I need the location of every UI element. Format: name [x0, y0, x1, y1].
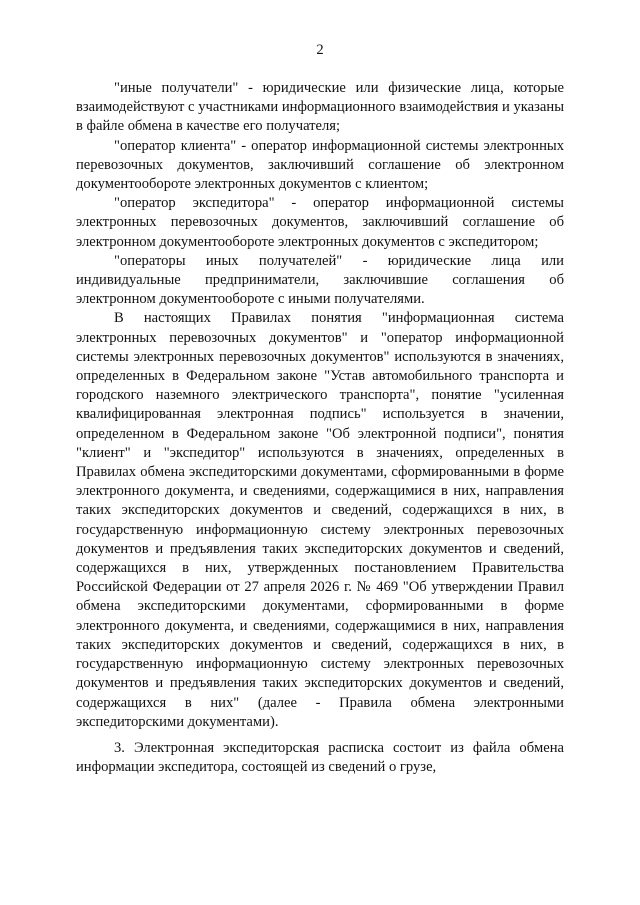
terms-usage-paragraph: В настоящих Правилах понятия "информационная система электронных перевозочных документов" и "оператор информационной системы электронных перевозочных документов" используются в значениях, определенных в Федеральном законе "Устав автомобильного транспорта и городского наземного электрического транспорта", понятие "усиленная квалифицированная электронная подпись" используется в значении, определенном в Федеральном законе "Об электронной подписи", понятия "клиент" и "экспедитор" используются в значениях, определенных в Правилах обмена экспедиторскими документами, сформированными в форме электронного документа, и сведениями, содержащимися в них, направления таких экспедиторских документов и сведений, содержащихся в них, в государственную информационную систему электронных перевозочных документов и предъявления таких экспедиторских документов и сведений, содержащихся в них, утвержденных постановлением Правительства Российской Федерации от 27 апреля 2026 г. № 469 "Об утверждении Правил обмена экспедиторскими документами, сформированными в форме электронного документа, и сведениями, содержащимися в них, направления таких экспедиторских документов и сведений, содержащихся в них, в государственную информационную систему электронных перевозочных документов и предъявления таких экспедиторских документов и сведений, содержащихся в них" (далее - Правила обмена электронными экспедиторскими документами).: [76, 310, 564, 730]
document-body: [76, 79, 564, 777]
definition-other-recipients: "иные получатели" - юридические или физические лица, которые взаимодействуют с участниками информационного взаимодействия и указаны в файле обмена в качестве его получателя;: [76, 80, 564, 135]
clause-3-paragraph: 3. Электронная экспедиторская расписка состоит из файла обмена информации экспедитора, состоящей из сведений о грузе,: [76, 739, 564, 776]
definition-other-recipients-operators: "операторы иных получателей" - юридические лица или индивидуальные предприниматели, заключившие соглашения об электронном документообороте с иными получателями.: [76, 252, 564, 308]
definition-client-operator: "оператор клиента" - оператор информационной системы электронных перевозочных документов, заключивший соглашение об электронном документообороте электронных документов с клиентом;: [76, 137, 564, 193]
definition-forwarder-operator: "оператор экспедитора" - оператор информационной системы электронных перевозочных документов, заключивший соглашение об электронном документообороте электронных документов с экспедитором;: [76, 195, 564, 250]
page-number: 2: [316, 42, 324, 58]
